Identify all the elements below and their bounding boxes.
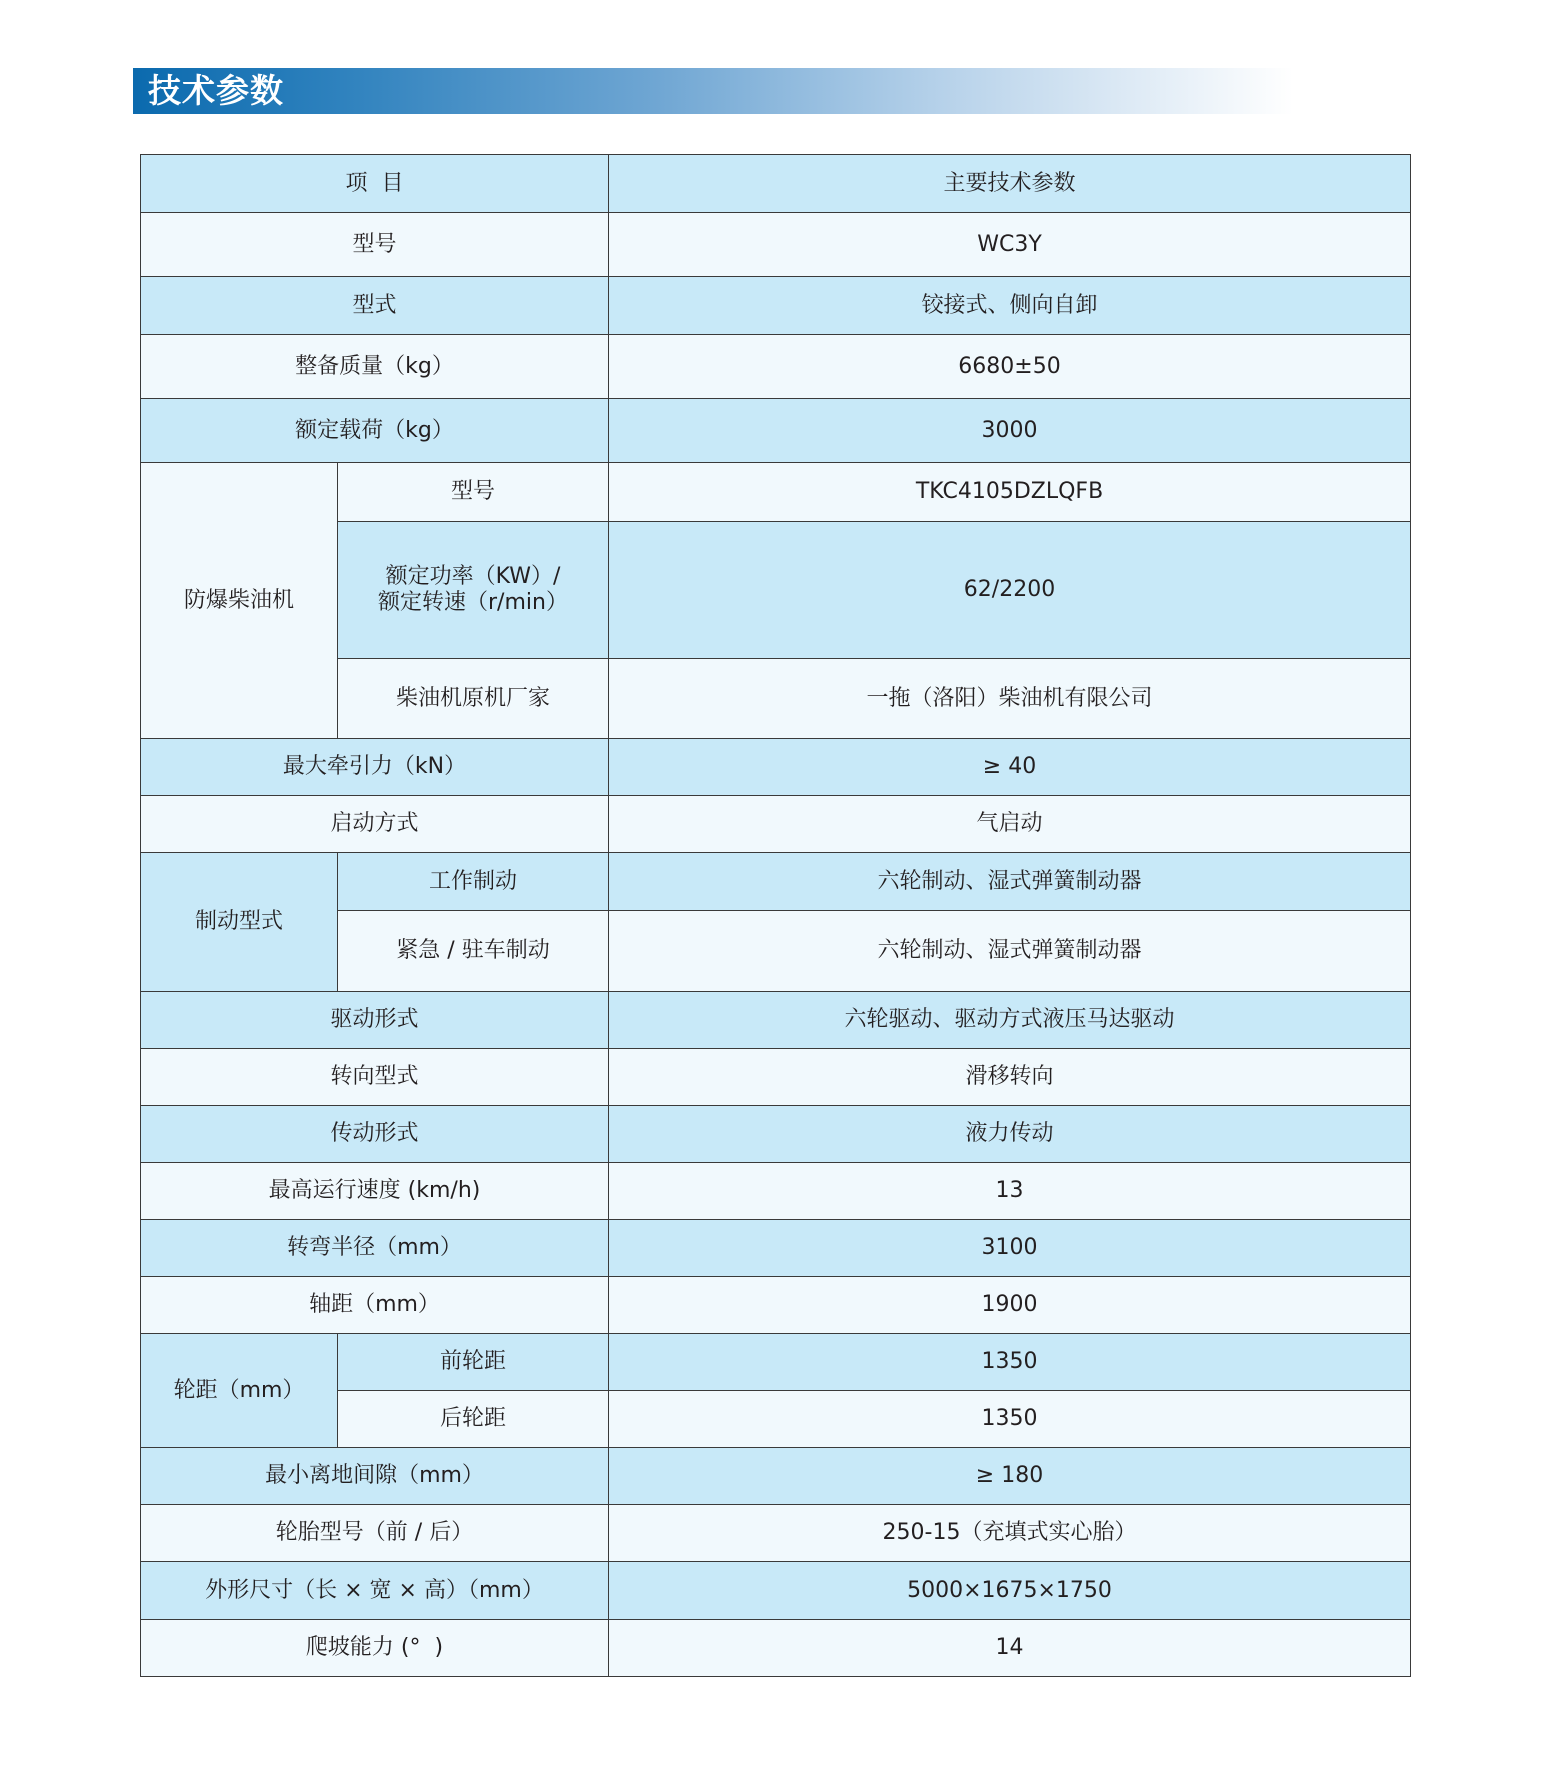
table-row bbox=[141, 1163, 1411, 1220]
table-row bbox=[141, 739, 1411, 796]
row-label: 轮胎型号（前 / 后） bbox=[141, 1505, 609, 1562]
row-value: ≥ 180 bbox=[609, 1448, 1411, 1505]
group-label-brake: 制动型式 bbox=[141, 853, 338, 992]
table-row bbox=[141, 1448, 1411, 1505]
row-label: 最大牵引力（kN） bbox=[141, 739, 609, 796]
table-row bbox=[141, 1505, 1411, 1562]
row-value: 5000×1675×1750 bbox=[609, 1562, 1411, 1620]
row-sublabel: 工作制动 bbox=[338, 853, 609, 911]
row-value: 1900 bbox=[609, 1277, 1411, 1334]
group-label-track: 轮距（mm） bbox=[141, 1334, 338, 1448]
row-label: 转弯半径（mm） bbox=[141, 1220, 609, 1277]
table-row bbox=[141, 335, 1411, 399]
row-value: 3100 bbox=[609, 1220, 1411, 1277]
row-label: 外形尺寸（长 × 宽 × 高）（mm） bbox=[141, 1562, 609, 1620]
row-label: 传动形式 bbox=[141, 1106, 609, 1163]
row-value: 滑移转向 bbox=[609, 1049, 1411, 1106]
table-row bbox=[141, 1277, 1411, 1334]
table-row bbox=[141, 463, 1411, 522]
table-row bbox=[141, 992, 1411, 1049]
row-label: 最高运行速度 (km/h) bbox=[141, 1163, 609, 1220]
row-sublabel: 后轮距 bbox=[338, 1391, 609, 1448]
table-row bbox=[141, 277, 1411, 335]
row-value: 6680±50 bbox=[609, 335, 1411, 399]
row-label: 额定载荷（kg） bbox=[141, 399, 609, 463]
row-label: 型式 bbox=[141, 277, 609, 335]
spec-table bbox=[140, 154, 1411, 1677]
row-label: 轴距（mm） bbox=[141, 1277, 609, 1334]
row-label: 转向型式 bbox=[141, 1049, 609, 1106]
row-value: 铰接式、侧向自卸 bbox=[609, 277, 1411, 335]
row-value: 14 bbox=[609, 1620, 1411, 1677]
table-header-row bbox=[141, 155, 1411, 213]
table-row bbox=[141, 213, 1411, 277]
table-row bbox=[141, 1220, 1411, 1277]
row-value: 62/2200 bbox=[609, 522, 1411, 659]
row-value: 13 bbox=[609, 1163, 1411, 1220]
row-label: 整备质量（kg） bbox=[141, 335, 609, 399]
section-title-bar bbox=[133, 68, 1293, 114]
power-label-line2: 额定转速（r/min） bbox=[378, 590, 568, 615]
row-value: 六轮制动、湿式弹簧制动器 bbox=[609, 853, 1411, 911]
row-value: 1350 bbox=[609, 1334, 1411, 1391]
row-value: 液力传动 bbox=[609, 1106, 1411, 1163]
row-value: ≥ 40 bbox=[609, 739, 1411, 796]
table-row bbox=[141, 796, 1411, 853]
row-value: 六轮制动、湿式弹簧制动器 bbox=[609, 911, 1411, 992]
row-sublabel: 紧急 / 驻车制动 bbox=[338, 911, 609, 992]
row-value: 1350 bbox=[609, 1391, 1411, 1448]
row-label: 型号 bbox=[141, 213, 609, 277]
row-sublabel: 前轮距 bbox=[338, 1334, 609, 1391]
row-label: 启动方式 bbox=[141, 796, 609, 853]
row-value: WC3Y bbox=[609, 213, 1411, 277]
row-value: 一拖（洛阳）柴油机有限公司 bbox=[609, 659, 1411, 739]
table-row bbox=[141, 1620, 1411, 1677]
row-value: 250-15（充填式实心胎） bbox=[609, 1505, 1411, 1562]
row-sublabel: 型号 bbox=[338, 463, 609, 522]
power-label-line1: 额定功率（KW）/ bbox=[385, 564, 561, 589]
row-sublabel: 柴油机原机厂家 bbox=[338, 659, 609, 739]
row-label: 驱动形式 bbox=[141, 992, 609, 1049]
row-label: 爬坡能力 (° ) bbox=[141, 1620, 609, 1677]
table-row bbox=[141, 1562, 1411, 1620]
row-value: 3000 bbox=[609, 399, 1411, 463]
header-value: 主要技术参数 bbox=[609, 155, 1411, 213]
group-label-engine: 防爆柴油机 bbox=[141, 463, 338, 739]
row-value: TKC4105DZLQFB bbox=[609, 463, 1411, 522]
table-row bbox=[141, 853, 1411, 911]
header-item: 项 目 bbox=[141, 155, 609, 213]
table-row bbox=[141, 1334, 1411, 1391]
table-row bbox=[141, 1049, 1411, 1106]
row-value: 气启动 bbox=[609, 796, 1411, 853]
row-value: 六轮驱动、驱动方式液压马达驱动 bbox=[609, 992, 1411, 1049]
section-title: 技术参数 bbox=[148, 71, 284, 110]
table-row bbox=[141, 1106, 1411, 1163]
table-row bbox=[141, 399, 1411, 463]
row-sublabel bbox=[338, 522, 609, 659]
row-label: 最小离地间隙（mm） bbox=[141, 1448, 609, 1505]
